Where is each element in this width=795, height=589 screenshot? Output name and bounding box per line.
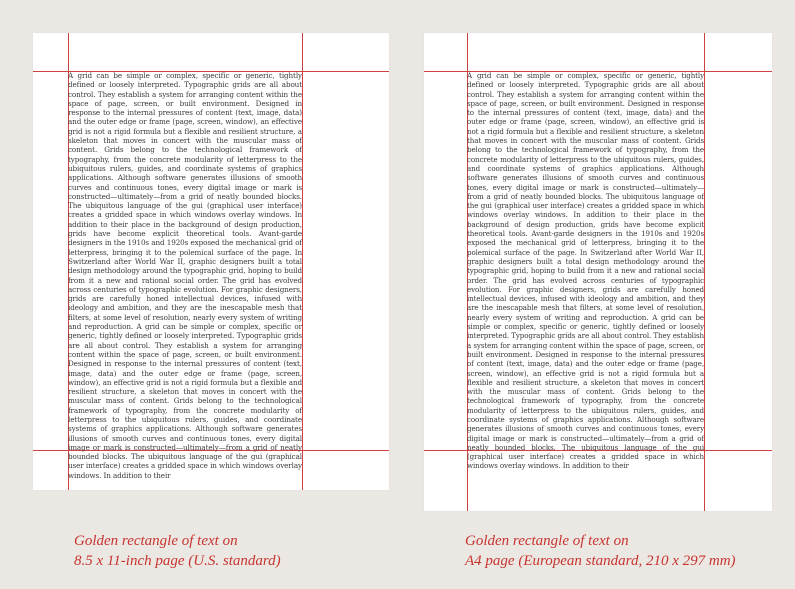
us-caption-line2: 8.5 x 11-inch page (U.S. standard) xyxy=(74,553,281,569)
us-body-text: A grid can be simple or complex, specific or generic, tightly defined or loosely interpreted. Typographic grids are all about control. They establish a system for arranging content within the space of page, screen, or built environment. Designed in response to the internal pressures of content (text, image, data) and the outer edge or frame (page, screen, window), an effective grid is not a rigid formula but a flexible and resilient structure, a skeleton that moves in concert with the muscular mass of content. Grids belong to the technological framework of typography, from the concrete modularity of letterpress to the ubiquitous rulers, guides, and coordinate systems of graphics applications. Although software generates illusions of smooth curves and continuous tones, every digital image or mark is constructed—ultimately—from a grid of neatly bounded blocks. The ubiquitous language of the gui (graphical user interface) creates a gridded space in which windows overlay windows. In addition to their place in the background of design production, grids have become explicit theoretical tools. Avant-garde designers in the 1910s and 1920s exposed the mechanical grid of letterpress, bringing it to the polemical surface of the page. In Switzerland after World War II, graphic designers built a total design methodology around the typographic grid, hoping to build from it a new and rational social order. The grid has evolved across centuries of typographic evolution. For graphic designers, grids are carefully honed intellectual devices, infused with ideology and ambition, and they are the inescapable mesh that filters, at some level of resolution, nearly every system of writing and reproduction. A grid can be simple or complex, specific or generic, tightly defined or loosely interpreted. Typographic grids are all about control. They establish a system for arranging content within the space of page, screen, or built environment. Designed in response to the internal pressures of content (text, image, data) and the outer edge or frame (page, screen, window), an effective grid is not a rigid formula but a flexible and resilient structure, a skeleton that moves in concert with the muscular mass of content. Grids belong to the technological framework of typography, from the concrete modularity of letterpress to the ubiquitous rulers, guides, and coordinate systems of graphics applications. Although software generates illusions of smooth curves and continuous tones, every digital image or mark is constructed—ultimately—from a grid of neatly bounded blocks. The ubiquitous language of the gui (graphical user interface) creates a gridded space in which windows overlay windows. In addition to their xyxy=(68,71,302,480)
a4-caption-line1: Golden rectangle of text on xyxy=(465,533,629,549)
us-caption-line1: Golden rectangle of text on xyxy=(74,533,238,549)
a4-caption-line2: A4 page (European standard, 210 x 297 mm) xyxy=(465,553,736,569)
a4-body-text: A grid can be simple or complex, specific or generic, tightly defined or loosely interpreted. Typographic grids are all about control. They establish a system for arranging content within the space of page, screen, or built environment. Designed in response to the internal pressures of content (text, image, data) and the outer edge or frame (page, screen, window), an effective grid is not a rigid formula but a flexible and resilient structure, a skeleton that moves in concert with the muscular mass of content. Grids belong to the technological framework of typography, from the concrete modularity of letterpress to the ubiquitous rulers, guides, and coordinate systems of graphics applications. Although software generates illusions of smooth curves and continuous tones, every digital image or mark is constructed—ultimately—from a grid of neatly bounded blocks. The ubiquitous language of the gui (graphical user interface) creates a gridded space in which windows overlay windows. In addition to their place in the background of design production, grids have become explicit theoretical tools. Avant-garde designers in the 1910s and 1920s exposed the mechanical grid of letterpress, bringing it to the polemical surface of the page. In Switzerland after World War II, graphic designers built a total design methodology around the typographic grid, hoping to build from it a new and rational social order. The grid has evolved across centuries of typographic evolution. For graphic designers, grids are carefully honed intellectual devices, infused with ideology and ambition, and they are the inescapable mesh that filters, at some level of resolution, nearly every system of writing and reproduction. A grid can be simple or complex, specific or generic, tightly defined or loosely interpreted. Typographic grids are all about control. They establish a system for arranging content within the space of page, screen, or built environment. Designed in response to the internal pressures of content (text, image, data) and the outer edge or frame (page, screen, window), an effective grid is not a rigid formula but a flexible and resilient structure, a skeleton that moves in concert with the muscular mass of content. Grids belong to the technological framework of typography, from the concrete modularity of letterpress to the ubiquitous rulers, guides, and coordinate systems of graphics applications. Although software generates illusions of smooth curves and continuous tones, every digital image or mark is constructed—ultimately—from a grid of neatly bounded blocks. The ubiquitous language of the gui (graphical user interface) creates a gridded space in which windows overlay windows. In addition to their xyxy=(467,71,704,471)
a4-right-margin-guide xyxy=(704,33,705,511)
us-right-margin-guide xyxy=(302,33,303,490)
us-caption xyxy=(74,531,374,571)
a4-caption xyxy=(465,531,785,571)
